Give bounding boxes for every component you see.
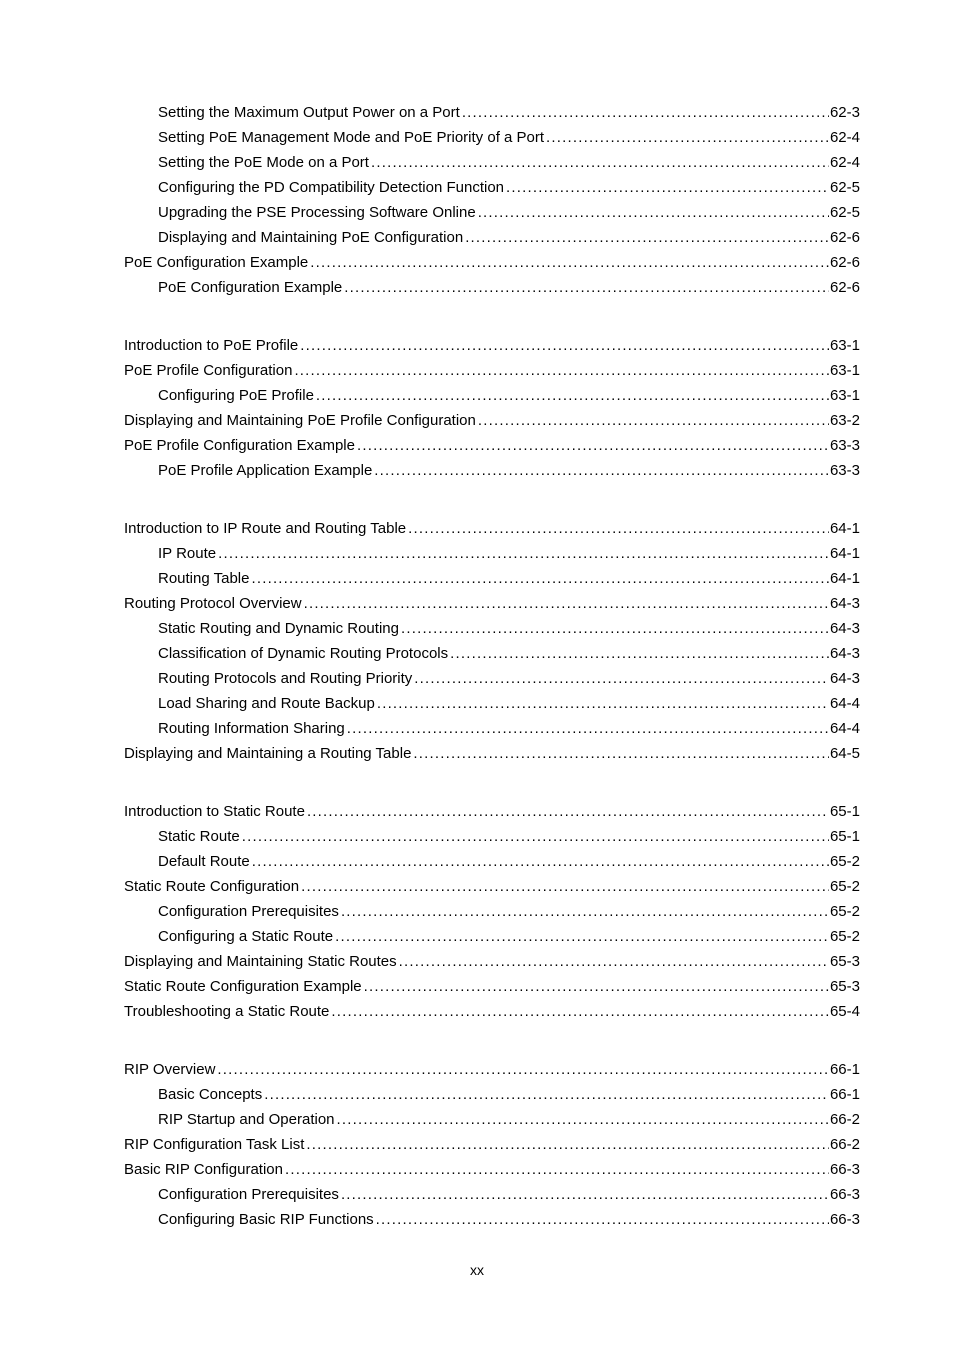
- toc-entry-page: 63-1: [829, 362, 860, 379]
- toc-entry[interactable]: [124, 999, 860, 1024]
- toc-entry[interactable]: [124, 1132, 860, 1157]
- toc-entry-title: Load Sharing and Route Backup: [158, 695, 375, 712]
- toc-entry-page: 66-3: [829, 1186, 860, 1203]
- dot-leader: [364, 974, 829, 999]
- toc-section: [124, 333, 860, 483]
- toc-entry[interactable]: [124, 433, 860, 458]
- toc-entry-title: Introduction to PoE Profile: [124, 337, 299, 354]
- dot-leader: [341, 899, 829, 924]
- toc-entry[interactable]: [124, 408, 860, 433]
- toc-entry-page: 65-2: [829, 903, 860, 920]
- toc-entry[interactable]: [124, 1157, 860, 1182]
- toc-entry-title: Setting PoE Management Mode and PoE Priority of a Port: [158, 129, 545, 146]
- toc-entry-title: Setting the PoE Mode on a Port: [158, 154, 369, 171]
- dot-leader: [357, 433, 829, 458]
- toc-entry-page: 63-3: [829, 462, 860, 479]
- toc-entry-page: 64-3: [829, 670, 860, 687]
- toc-entry-title: Configuration Prerequisites: [158, 1186, 339, 1203]
- dot-leader: [300, 333, 829, 358]
- toc-entry-page: 63-3: [829, 437, 860, 454]
- toc-subentry[interactable]: [124, 541, 860, 566]
- toc-entry-page: 65-1: [829, 828, 860, 845]
- toc-subentry[interactable]: [124, 641, 860, 666]
- toc-subentry[interactable]: [124, 383, 860, 408]
- toc-entry-title: Displaying and Maintaining a Routing Table: [124, 745, 412, 762]
- dot-leader: [301, 874, 829, 899]
- toc-entry-page: 64-1: [829, 570, 860, 587]
- dot-leader: [371, 150, 829, 175]
- toc-subentry[interactable]: [124, 150, 860, 175]
- toc-entry-page: 62-4: [829, 154, 860, 171]
- toc-subentry[interactable]: [124, 225, 860, 250]
- dot-leader: [374, 458, 829, 483]
- toc-entry-title: Routing Protocol Overview: [124, 595, 302, 612]
- toc-entry-title: RIP Overview: [124, 1061, 216, 1078]
- dot-leader: [242, 824, 829, 849]
- toc-entry-page: 65-2: [829, 928, 860, 945]
- toc-entry-title: Troubleshooting a Static Route: [124, 1003, 330, 1020]
- toc-entry-page: 65-3: [829, 953, 860, 970]
- toc-entry-title: Static Route: [158, 828, 240, 845]
- toc-entry-title: Static Route Configuration Example: [124, 978, 362, 995]
- toc-entry-title: Static Route Configuration: [124, 878, 300, 895]
- toc-entry-page: 64-1: [829, 545, 860, 562]
- toc-entry-page: 66-3: [829, 1161, 860, 1178]
- toc-entry-page: 66-3: [829, 1211, 860, 1228]
- toc-entry-page: 62-6: [829, 254, 860, 271]
- toc-entry-title: Basic RIP Configuration: [124, 1161, 283, 1178]
- toc-section: [124, 516, 860, 766]
- dot-leader: [546, 125, 829, 150]
- toc-section: [124, 1057, 860, 1232]
- toc-entry-page: 66-2: [829, 1136, 860, 1153]
- toc-entry-page: 66-2: [829, 1111, 860, 1128]
- toc-entry-title: RIP Configuration Task List: [124, 1136, 305, 1153]
- toc-entry-title: Configuration Prerequisites: [158, 903, 339, 920]
- toc-entry-title: Displaying and Maintaining PoE Configuration: [158, 229, 464, 246]
- toc-entry-title: PoE Profile Application Example: [158, 462, 373, 479]
- toc-entry-page: 62-5: [829, 179, 860, 196]
- toc-subentry[interactable]: [124, 691, 860, 716]
- dot-leader: [413, 741, 829, 766]
- toc-entry[interactable]: [124, 250, 860, 275]
- dot-leader: [331, 999, 829, 1024]
- toc-entry[interactable]: [124, 1057, 860, 1082]
- toc-entry[interactable]: [124, 949, 860, 974]
- toc-entry-page: 64-1: [829, 520, 860, 537]
- dot-leader: [347, 716, 829, 741]
- toc-subentry[interactable]: [124, 1182, 860, 1207]
- toc-entry-title: Displaying and Maintaining PoE Profile Configuration: [124, 412, 476, 429]
- dot-leader: [376, 1207, 829, 1232]
- dot-leader: [316, 383, 829, 408]
- toc-entry-page: 65-1: [829, 803, 860, 820]
- toc-subentry[interactable]: [124, 616, 860, 641]
- toc-entry-page: 64-4: [829, 695, 860, 712]
- toc-entry[interactable]: [124, 874, 860, 899]
- toc-entry-page: 66-1: [829, 1086, 860, 1103]
- toc-entry-page: 62-4: [829, 129, 860, 146]
- toc-entry[interactable]: [124, 799, 860, 824]
- toc-entry-page: 62-5: [829, 204, 860, 221]
- toc-entry-title: Configuring PoE Profile: [158, 387, 314, 404]
- dot-leader: [450, 641, 829, 666]
- toc-subentry[interactable]: [124, 1107, 860, 1132]
- table-of-contents: [124, 100, 860, 1265]
- dot-leader: [264, 1082, 829, 1107]
- toc-subentry[interactable]: [124, 1207, 860, 1232]
- toc-subentry[interactable]: [124, 716, 860, 741]
- dot-leader: [285, 1157, 829, 1182]
- toc-entry-title: Routing Protocols and Routing Priority: [158, 670, 413, 687]
- toc-entry-title: Upgrading the PSE Processing Software Online: [158, 204, 476, 221]
- dot-leader: [401, 616, 829, 641]
- toc-subentry[interactable]: [124, 200, 860, 225]
- toc-entry-title: Default Route: [158, 853, 250, 870]
- toc-entry-title: Configuring the PD Compatibility Detection Function: [158, 179, 505, 196]
- dot-leader: [252, 849, 829, 874]
- dot-leader: [465, 225, 829, 250]
- dot-leader: [337, 1107, 829, 1132]
- toc-subentry[interactable]: [124, 175, 860, 200]
- dot-leader: [462, 100, 829, 125]
- toc-entry-page: 64-5: [829, 745, 860, 762]
- toc-entry[interactable]: [124, 358, 860, 383]
- toc-entry-title: RIP Startup and Operation: [158, 1111, 335, 1128]
- dot-leader: [218, 541, 829, 566]
- dot-leader: [304, 591, 829, 616]
- toc-subentry[interactable]: [124, 458, 860, 483]
- dot-leader: [310, 250, 829, 275]
- toc-entry[interactable]: [124, 516, 860, 541]
- dot-leader: [341, 1182, 829, 1207]
- toc-entry[interactable]: [124, 333, 860, 358]
- toc-entry-page: 62-6: [829, 279, 860, 296]
- toc-subentry[interactable]: [124, 899, 860, 924]
- dot-leader: [335, 924, 829, 949]
- dot-leader: [399, 949, 829, 974]
- page-number: xx: [470, 1262, 484, 1278]
- toc-entry-page: 65-4: [829, 1003, 860, 1020]
- toc-entry-page: 63-2: [829, 412, 860, 429]
- dot-leader: [377, 691, 829, 716]
- toc-entry-page: 65-2: [829, 878, 860, 895]
- toc-subentry[interactable]: [124, 566, 860, 591]
- toc-entry-page: 66-1: [829, 1061, 860, 1078]
- toc-entry-page: 64-3: [829, 595, 860, 612]
- toc-subentry[interactable]: [124, 100, 860, 125]
- toc-subentry[interactable]: [124, 824, 860, 849]
- toc-subentry[interactable]: [124, 666, 860, 691]
- dot-leader: [478, 200, 829, 225]
- toc-entry-title: Classification of Dynamic Routing Protocols: [158, 645, 449, 662]
- toc-entry-title: Basic Concepts: [158, 1086, 263, 1103]
- dot-leader: [478, 408, 829, 433]
- toc-section: [124, 799, 860, 1024]
- toc-entry-title: Configuring Basic RIP Functions: [158, 1211, 374, 1228]
- toc-entry-title: Displaying and Maintaining Static Routes: [124, 953, 397, 970]
- toc-entry-title: PoE Configuration Example: [124, 254, 309, 271]
- toc-entry-title: Configuring a Static Route: [158, 928, 334, 945]
- dot-leader: [217, 1057, 829, 1082]
- toc-subentry[interactable]: [124, 1082, 860, 1107]
- toc-entry-page: 62-6: [829, 229, 860, 246]
- toc-entry[interactable]: [124, 591, 860, 616]
- toc-entry-page: 63-1: [829, 337, 860, 354]
- toc-entry-title: Introduction to IP Route and Routing Table: [124, 520, 407, 537]
- toc-entry-title: PoE Profile Configuration: [124, 362, 293, 379]
- dot-leader: [307, 799, 829, 824]
- dot-leader: [414, 666, 829, 691]
- toc-entry-page: 64-3: [829, 620, 860, 637]
- toc-entry-page: 64-3: [829, 645, 860, 662]
- toc-entry-page: 65-3: [829, 978, 860, 995]
- toc-entry-title: Setting the Maximum Output Power on a Port: [158, 104, 460, 121]
- dot-leader: [251, 566, 829, 591]
- toc-entry[interactable]: [124, 974, 860, 999]
- toc-entry-title: Routing Table: [158, 570, 250, 587]
- toc-entry-page: 62-3: [829, 104, 860, 121]
- toc-entry-title: Static Routing and Dynamic Routing: [158, 620, 399, 637]
- dot-leader: [306, 1132, 829, 1157]
- toc-entry[interactable]: [124, 741, 860, 766]
- toc-subentry[interactable]: [124, 849, 860, 874]
- toc-subentry[interactable]: [124, 125, 860, 150]
- dot-leader: [294, 358, 829, 383]
- toc-entry-title: Routing Information Sharing: [158, 720, 345, 737]
- toc-entry-page: 65-2: [829, 853, 860, 870]
- dot-leader: [408, 516, 829, 541]
- toc-entry-title: Introduction to Static Route: [124, 803, 305, 820]
- toc-subentry[interactable]: [124, 924, 860, 949]
- toc-entry-title: PoE Configuration Example: [158, 279, 343, 296]
- toc-section: [124, 100, 860, 300]
- toc-subentry[interactable]: [124, 275, 860, 300]
- toc-entry-page: 64-4: [829, 720, 860, 737]
- dot-leader: [344, 275, 829, 300]
- toc-entry-title: IP Route: [158, 545, 217, 562]
- toc-entry-page: 63-1: [829, 387, 860, 404]
- dot-leader: [506, 175, 829, 200]
- toc-entry-title: PoE Profile Configuration Example: [124, 437, 355, 454]
